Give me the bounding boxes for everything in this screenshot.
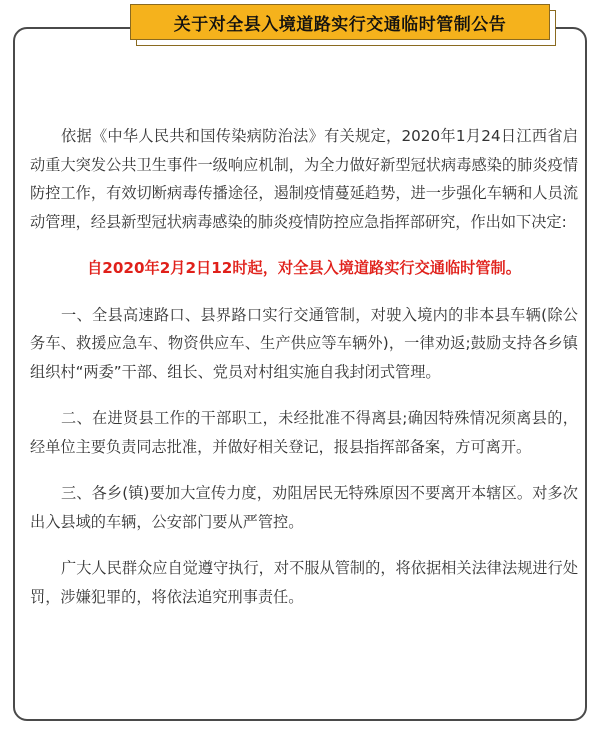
notice-body	[30, 122, 578, 611]
title-box	[130, 4, 550, 40]
article-three: 三、各乡(镇)要加大宣传力度，劝阻居民无特殊原因不要离开本辖区。对多次出入县域的车辆，公安部门要从严管控。	[30, 484, 578, 531]
title-banner	[130, 4, 560, 48]
article-one: 一、全县高速路口、县界路口实行交通管制，对驶入境内的非本县车辆(除公务车、救援应急车、物资供应车、生产供应等车辆外)，一律劝返;鼓励支持各乡镇组织村“两委”干部、组长、党员对村组实施自我封闭式管理。	[30, 305, 578, 381]
closing-paragraph: 广大人民群众应自觉遵守执行，对不服从管制的，将依据相关法律法规进行处罚，涉嫌犯罪的，将依法追究刑事责任。	[30, 559, 578, 606]
decision-headline: 自2020年2月2日12时起，对全县入境道路实行交通临时管制。	[87, 259, 521, 277]
article-two: 二、在进贤县工作的干部职工，未经批准不得离县;确因特殊情况须离县的，经单位主要负责同志批准，并做好相关登记，报县指挥部备案，方可离开。	[30, 409, 578, 456]
intro-paragraph: 依据《中华人民共和国传染病防治法》有关规定，2020年1月24日江西省启动重大突发公共卫生事件一级响应机制，为全力做好新型冠状病毒感染的肺炎疫情防控工作，有效切断病毒传播途径，遏制疫情蔓延趋势，进一步强化车辆和人员流动管理，经县新型冠状病毒感染的肺炎疫情防控应急指挥部研究，作出如下决定:	[30, 127, 578, 231]
notice-title: 关于对全县入境道路实行交通临时管制公告	[173, 14, 507, 35]
